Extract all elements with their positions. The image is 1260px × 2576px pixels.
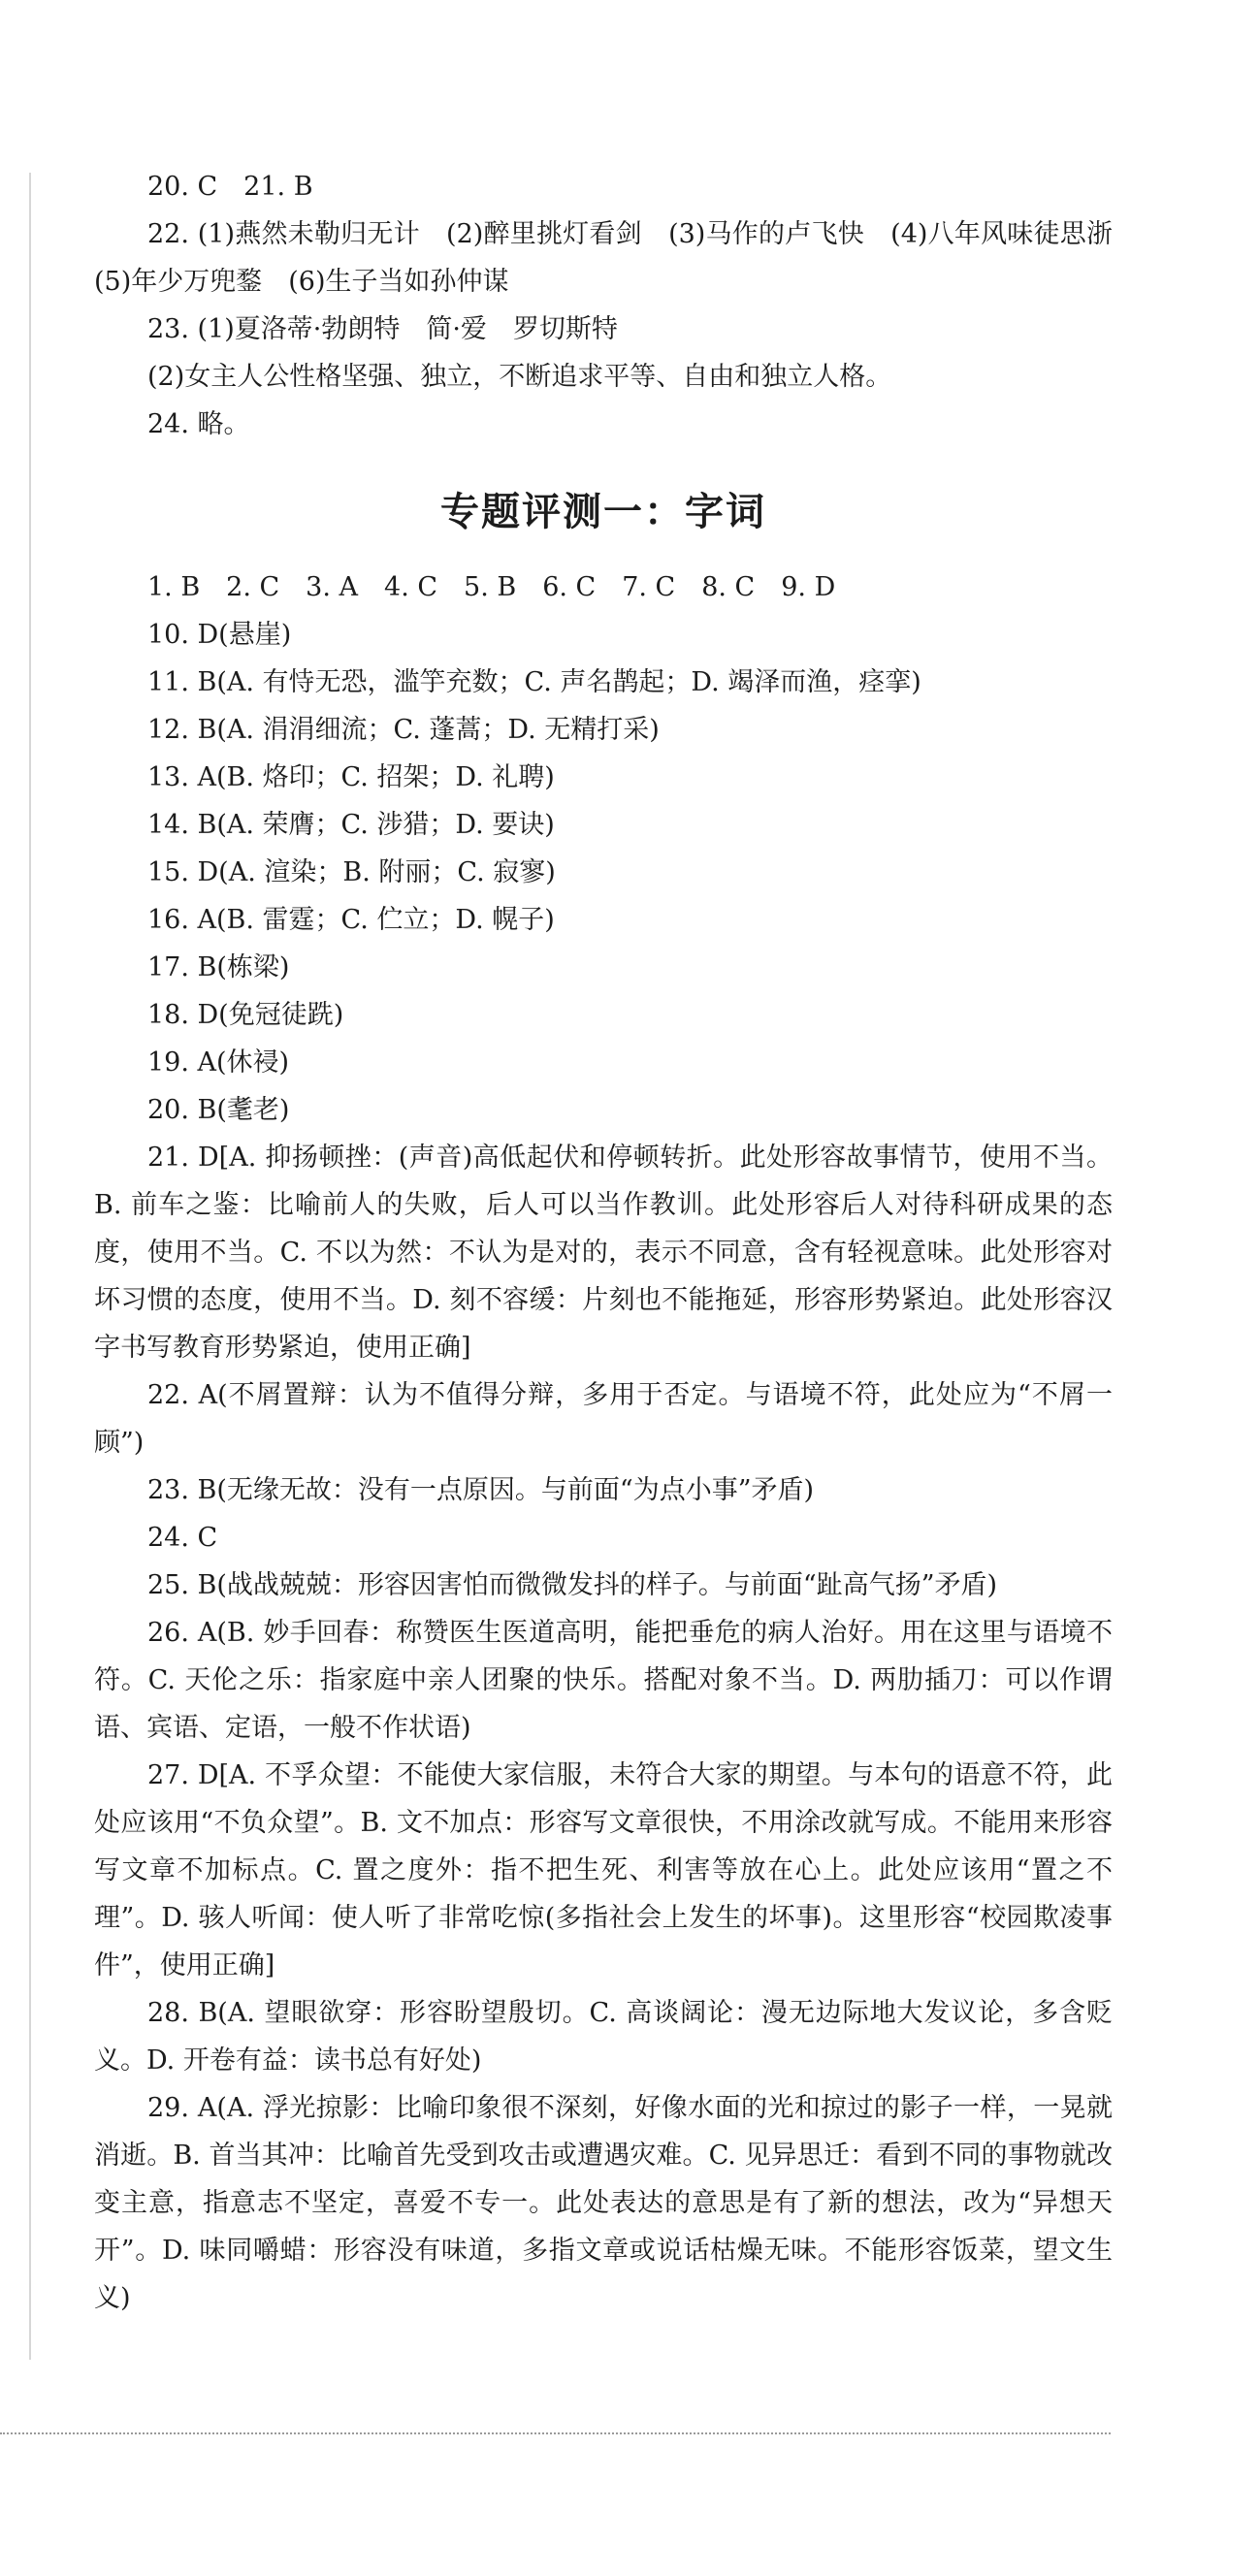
answer-explanation: 27. D[A. 不孚众望：不能使大家信服，未符合大家的期望。与本句的语意不符，此处应该用“不负众望”。B. 文不加点：形容写文章很快，不用涂改就写成。不能用来形容写文章不加标点。C. 置之度外：指不把生死、利害等放在心上。此处应该用“置之不理”。D. 骇人听闻：使人听了非常吃惊(多指社会上发生的坏事)。这里形容“校园欺凌事件”，使用正确] xyxy=(94,1760,1113,1980)
section-title: 专题评测一：字词 xyxy=(440,490,766,534)
answer-page xyxy=(94,163,1139,2322)
answer-line: 13. A(B. 烙印；C. 招架；D. 礼聘) xyxy=(147,762,555,792)
answer-explanation: 26. A(B. 妙手回春：称赞医生医道高明，能把垂危的病人治好。用在这里与语境不符。C. 天伦之乐：指家庭中亲人团聚的快乐。搭配对象不当。D. 两肋插刀：可以作谓语、宾语、定语，一般不作状语) xyxy=(94,1618,1113,1743)
answer-explanation: 29. A(A. 浮光掠影：比喻印象很不深刻，好像水面的光和掠过的影子一样，一晃就消逝。B. 首当其冲：比喻首先受到攻击或遭遇灾难。C. 见异思迁：看到不同的事物就改变主意，指意志不坚定，喜爱不专一。此处表达的意思是有了新的想法，改为“异想天开”。D. 味同嚼蜡：形容没有味道，多指文章或说话枯燥无味。不能形容饭菜，望文生义) xyxy=(94,2093,1113,2313)
answer-line: 16. A(B. 雷霆；C. 伫立；D. 幌子) xyxy=(147,905,555,935)
answer-explanation: 22. A(不屑置辩：认为不值得分辩，多用于否定。与语境不符，此处应为“不屑一顾”) xyxy=(94,1380,1113,1458)
answer-line: 11. B(A. 有恃无恐，滥竽充数；C. 声名鹊起；D. 竭泽而渔，痉挛) xyxy=(147,667,921,697)
answer-line: 1. B 2. C 3. A 4. C 5. B 6. C 7. C 8. C 9. D xyxy=(147,572,836,602)
answer-line: 23. (1)夏洛蒂·勃朗特 简·爱 罗切斯特 xyxy=(147,314,618,344)
answer-line: 12. B(A. 涓涓细流；C. 蓬蒿；D. 无精打采) xyxy=(147,715,660,745)
answer-line: 24. C xyxy=(147,1523,218,1553)
answer-line: 19. A(休祲) xyxy=(147,1047,290,1078)
answer-line: 20. C 21. B xyxy=(147,172,313,202)
left-margin-rule xyxy=(29,173,31,2360)
answer-line: 15. D(A. 渲染；B. 附丽；C. 寂寥) xyxy=(147,857,556,887)
answer-line: 10. D(悬崖) xyxy=(147,620,292,650)
answer-explanation: 25. B(战战兢兢：形容因害怕而微微发抖的样子。与前面“趾高气扬”矛盾) xyxy=(147,1570,998,1600)
answer-line: 20. B(耄老) xyxy=(147,1095,290,1125)
answer-line: (2)女主人公性格坚强、独立，不断追求平等、自由和独立人格。 xyxy=(147,362,892,392)
answer-explanation: 28. B(A. 望眼欲穿：形容盼望殷切。C. 高谈阔论：漫无边际地大发议论，多含贬义。D. 开卷有益：读书总有好处) xyxy=(94,1998,1113,2076)
answer-line: 22. (1)燕然未勒归无计 (2)醉里挑灯看剑 (3)马作的卢飞快 (4)八年风味徒思浙 (5)年少万兜鍪 (6)生子当如孙仲谋 xyxy=(94,219,1139,297)
answer-line: 17. B(栋梁) xyxy=(147,952,290,982)
bottom-dotted-rule xyxy=(0,2432,1111,2434)
answer-line: 18. D(免冠徒跣) xyxy=(147,1000,344,1030)
answer-line: 24. 略。 xyxy=(147,409,250,439)
answer-explanation: 21. D[A. 抑扬顿挫：(声音)高低起伏和停顿转折。此处形容故事情节，使用不当。B. 前车之鉴：比喻前人的失败，后人可以当作教训。此处形容后人对待科研成果的态度，使用不当。C. 不以为然：不认为是对的，表示不同意，含有轻视意味。此处形容对坏习惯的态度，使用不当。D. 刻不容缓：片刻也不能拖延，形容形势紧迫。此处形容汉字书写教育形势紧迫，使用正确] xyxy=(94,1143,1113,1363)
answer-line: 14. B(A. 荣膺；C. 涉猎；D. 要诀) xyxy=(147,810,555,840)
answer-explanation: 23. B(无缘无故：没有一点原因。与前面“为点小事”矛盾) xyxy=(147,1475,815,1505)
